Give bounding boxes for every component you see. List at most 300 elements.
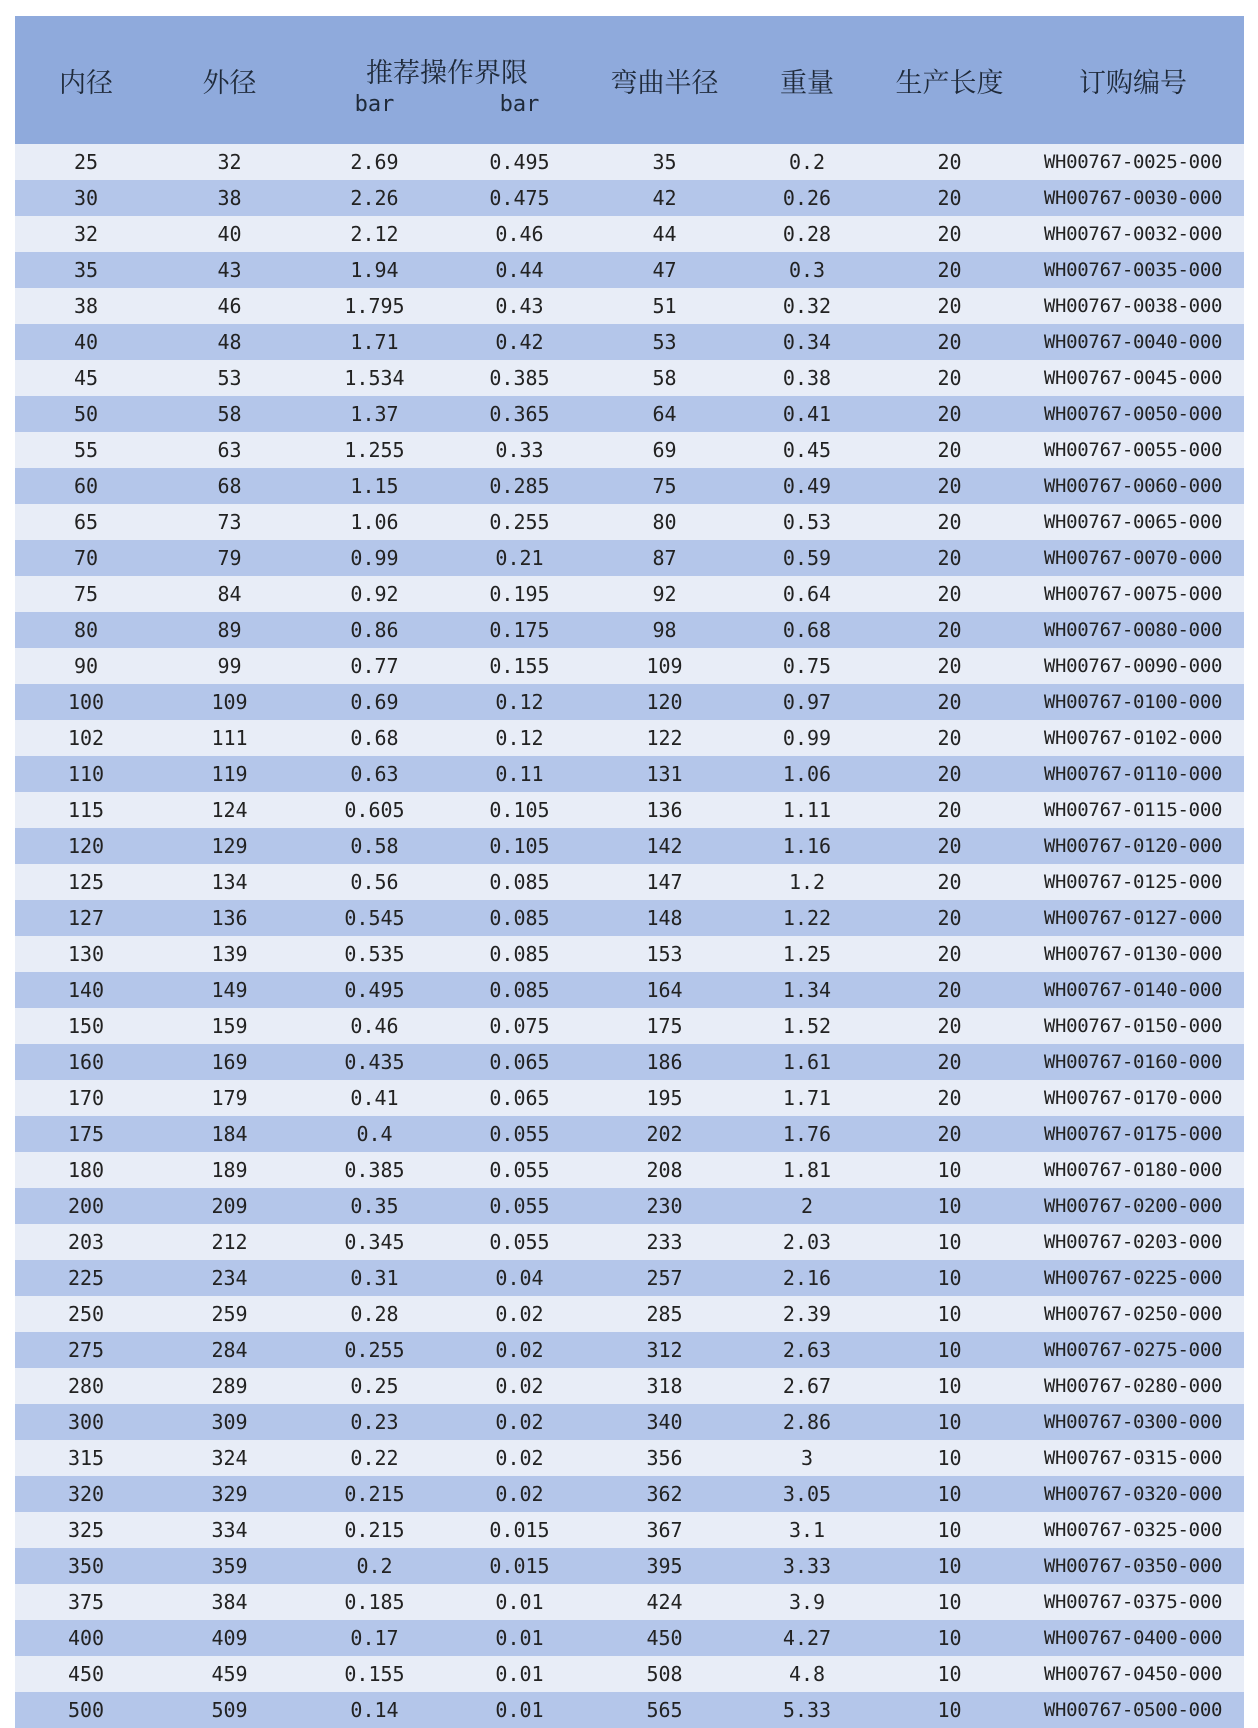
outer-diameter-cell: 184 bbox=[157, 1116, 302, 1152]
table-row bbox=[15, 1080, 1244, 1116]
limit-2-cell: 0.085 bbox=[447, 972, 592, 1008]
order-number-cell: WH00767-0180-000 bbox=[1022, 1152, 1244, 1188]
bend-radius-cell: 142 bbox=[592, 828, 737, 864]
production-length-cell: 20 bbox=[877, 972, 1022, 1008]
limit-1-cell: 0.28 bbox=[302, 1296, 447, 1332]
table-row bbox=[15, 720, 1244, 756]
weight-cell: 0.97 bbox=[737, 684, 877, 720]
limit-2-cell: 0.105 bbox=[447, 828, 592, 864]
outer-diameter-cell: 209 bbox=[157, 1188, 302, 1224]
weight-cell: 3 bbox=[737, 1440, 877, 1476]
limit-1-cell: 0.46 bbox=[302, 1008, 447, 1044]
order-number-cell: WH00767-0055-000 bbox=[1022, 432, 1244, 468]
inner-diameter-cell: 120 bbox=[15, 828, 157, 864]
limit-1-cell: 0.385 bbox=[302, 1152, 447, 1188]
order-number-cell: WH00767-0300-000 bbox=[1022, 1404, 1244, 1440]
outer-diameter-cell: 99 bbox=[157, 648, 302, 684]
inner-diameter-cell: 140 bbox=[15, 972, 157, 1008]
order-number-cell: WH00767-0225-000 bbox=[1022, 1260, 1244, 1296]
inner-diameter-cell: 100 bbox=[15, 684, 157, 720]
outer-diameter-cell: 212 bbox=[157, 1224, 302, 1260]
order-number-cell: WH00767-0175-000 bbox=[1022, 1116, 1244, 1152]
production-length-cell: 10 bbox=[877, 1188, 1022, 1224]
bend-radius-cell: 233 bbox=[592, 1224, 737, 1260]
table-row bbox=[15, 1548, 1244, 1584]
outer-diameter-cell: 179 bbox=[157, 1080, 302, 1116]
bend-radius-cell: 175 bbox=[592, 1008, 737, 1044]
weight-cell: 1.61 bbox=[737, 1044, 877, 1080]
table-row bbox=[15, 504, 1244, 540]
table-body bbox=[15, 144, 1244, 1728]
table-row bbox=[15, 1512, 1244, 1548]
order-number-cell: WH00767-0250-000 bbox=[1022, 1296, 1244, 1332]
table-row bbox=[15, 144, 1244, 180]
production-length-cell: 20 bbox=[877, 468, 1022, 504]
production-length-cell: 20 bbox=[877, 612, 1022, 648]
limit-2-cell: 0.055 bbox=[447, 1116, 592, 1152]
bend-radius-cell: 98 bbox=[592, 612, 737, 648]
order-number-cell: WH00767-0100-000 bbox=[1022, 684, 1244, 720]
bend-radius-cell: 186 bbox=[592, 1044, 737, 1080]
limit-1-cell: 0.185 bbox=[302, 1584, 447, 1620]
limit-1-cell: 0.255 bbox=[302, 1332, 447, 1368]
outer-diameter-cell: 169 bbox=[157, 1044, 302, 1080]
production-length-cell: 20 bbox=[877, 540, 1022, 576]
weight-cell: 0.53 bbox=[737, 504, 877, 540]
table-row bbox=[15, 1584, 1244, 1620]
outer-diameter-cell: 284 bbox=[157, 1332, 302, 1368]
limit-2-cell: 0.04 bbox=[447, 1260, 592, 1296]
bend-radius-cell: 75 bbox=[592, 468, 737, 504]
outer-diameter-cell: 84 bbox=[157, 576, 302, 612]
order-number-cell: WH00767-0125-000 bbox=[1022, 864, 1244, 900]
table-row bbox=[15, 468, 1244, 504]
order-number-cell: WH00767-0127-000 bbox=[1022, 900, 1244, 936]
bend-radius-cell: 87 bbox=[592, 540, 737, 576]
limit-1-cell: 0.22 bbox=[302, 1440, 447, 1476]
table-row bbox=[15, 540, 1244, 576]
inner-diameter-cell: 350 bbox=[15, 1548, 157, 1584]
production-length-cell: 20 bbox=[877, 936, 1022, 972]
header-bend-radius: 弯曲半径 bbox=[592, 16, 737, 144]
bend-radius-cell: 257 bbox=[592, 1260, 737, 1296]
inner-diameter-cell: 45 bbox=[15, 360, 157, 396]
limit-2-cell: 0.495 bbox=[447, 144, 592, 180]
limit-1-cell: 2.69 bbox=[302, 144, 447, 180]
limit-1-cell: 0.56 bbox=[302, 864, 447, 900]
weight-cell: 1.11 bbox=[737, 792, 877, 828]
limit-1-cell: 1.71 bbox=[302, 324, 447, 360]
order-number-cell: WH00767-0045-000 bbox=[1022, 360, 1244, 396]
bend-radius-cell: 53 bbox=[592, 324, 737, 360]
limit-2-cell: 0.015 bbox=[447, 1512, 592, 1548]
production-length-cell: 20 bbox=[877, 1116, 1022, 1152]
production-length-cell: 10 bbox=[877, 1548, 1022, 1584]
weight-cell: 2.16 bbox=[737, 1260, 877, 1296]
weight-cell: 0.99 bbox=[737, 720, 877, 756]
table-row bbox=[15, 612, 1244, 648]
limit-2-cell: 0.01 bbox=[447, 1620, 592, 1656]
production-length-cell: 20 bbox=[877, 720, 1022, 756]
limit-1-cell: 0.77 bbox=[302, 648, 447, 684]
inner-diameter-cell: 150 bbox=[15, 1008, 157, 1044]
bend-radius-cell: 44 bbox=[592, 216, 737, 252]
bend-radius-cell: 195 bbox=[592, 1080, 737, 1116]
limit-2-cell: 0.02 bbox=[447, 1368, 592, 1404]
limit-1-cell: 1.37 bbox=[302, 396, 447, 432]
production-length-cell: 10 bbox=[877, 1296, 1022, 1332]
inner-diameter-cell: 320 bbox=[15, 1476, 157, 1512]
order-number-cell: WH00767-0400-000 bbox=[1022, 1620, 1244, 1656]
inner-diameter-cell: 55 bbox=[15, 432, 157, 468]
limit-1-cell: 1.534 bbox=[302, 360, 447, 396]
inner-diameter-cell: 90 bbox=[15, 648, 157, 684]
outer-diameter-cell: 159 bbox=[157, 1008, 302, 1044]
table-row bbox=[15, 1656, 1244, 1692]
weight-cell: 0.28 bbox=[737, 216, 877, 252]
limit-2-cell: 0.255 bbox=[447, 504, 592, 540]
weight-cell: 1.16 bbox=[737, 828, 877, 864]
order-number-cell: WH00767-0140-000 bbox=[1022, 972, 1244, 1008]
limit-2-cell: 0.385 bbox=[447, 360, 592, 396]
table-row bbox=[15, 1008, 1244, 1044]
weight-cell: 0.64 bbox=[737, 576, 877, 612]
outer-diameter-cell: 68 bbox=[157, 468, 302, 504]
bend-radius-cell: 120 bbox=[592, 684, 737, 720]
inner-diameter-cell: 110 bbox=[15, 756, 157, 792]
weight-cell: 3.05 bbox=[737, 1476, 877, 1512]
bend-radius-cell: 131 bbox=[592, 756, 737, 792]
limit-2-cell: 0.155 bbox=[447, 648, 592, 684]
outer-diameter-cell: 139 bbox=[157, 936, 302, 972]
table-row bbox=[15, 684, 1244, 720]
outer-diameter-cell: 149 bbox=[157, 972, 302, 1008]
weight-cell: 2.67 bbox=[737, 1368, 877, 1404]
limit-1-cell: 0.58 bbox=[302, 828, 447, 864]
weight-cell: 1.22 bbox=[737, 900, 877, 936]
outer-diameter-cell: 234 bbox=[157, 1260, 302, 1296]
order-number-cell: WH00767-0325-000 bbox=[1022, 1512, 1244, 1548]
limit-2-cell: 0.01 bbox=[447, 1692, 592, 1728]
limit-1-cell: 0.31 bbox=[302, 1260, 447, 1296]
weight-cell: 0.3 bbox=[737, 252, 877, 288]
order-number-cell: WH00767-0275-000 bbox=[1022, 1332, 1244, 1368]
table-row bbox=[15, 432, 1244, 468]
header-outer-diameter: 外径 bbox=[157, 16, 302, 144]
outer-diameter-cell: 329 bbox=[157, 1476, 302, 1512]
inner-diameter-cell: 325 bbox=[15, 1512, 157, 1548]
weight-cell: 1.34 bbox=[737, 972, 877, 1008]
weight-cell: 0.2 bbox=[737, 144, 877, 180]
limit-1-cell: 0.92 bbox=[302, 576, 447, 612]
outer-diameter-cell: 129 bbox=[157, 828, 302, 864]
spec-table bbox=[15, 16, 1244, 1728]
inner-diameter-cell: 102 bbox=[15, 720, 157, 756]
order-number-cell: WH00767-0070-000 bbox=[1022, 540, 1244, 576]
table-row bbox=[15, 396, 1244, 432]
weight-cell: 1.25 bbox=[737, 936, 877, 972]
table-row bbox=[15, 1116, 1244, 1152]
production-length-cell: 20 bbox=[877, 684, 1022, 720]
bend-radius-cell: 318 bbox=[592, 1368, 737, 1404]
limit-2-cell: 0.055 bbox=[447, 1188, 592, 1224]
bend-radius-cell: 424 bbox=[592, 1584, 737, 1620]
limit-2-cell: 0.365 bbox=[447, 396, 592, 432]
bend-radius-cell: 42 bbox=[592, 180, 737, 216]
inner-diameter-cell: 35 bbox=[15, 252, 157, 288]
table-row bbox=[15, 324, 1244, 360]
production-length-cell: 20 bbox=[877, 900, 1022, 936]
inner-diameter-cell: 50 bbox=[15, 396, 157, 432]
limit-2-cell: 0.055 bbox=[447, 1152, 592, 1188]
table-row bbox=[15, 1368, 1244, 1404]
production-length-cell: 10 bbox=[877, 1152, 1022, 1188]
limit-2-cell: 0.01 bbox=[447, 1656, 592, 1692]
order-number-cell: WH00767-0200-000 bbox=[1022, 1188, 1244, 1224]
limit-1-cell: 0.345 bbox=[302, 1224, 447, 1260]
order-number-cell: WH00767-0500-000 bbox=[1022, 1692, 1244, 1728]
order-number-cell: WH00767-0130-000 bbox=[1022, 936, 1244, 972]
limit-2-cell: 0.195 bbox=[447, 576, 592, 612]
bend-radius-cell: 58 bbox=[592, 360, 737, 396]
weight-cell: 1.76 bbox=[737, 1116, 877, 1152]
inner-diameter-cell: 450 bbox=[15, 1656, 157, 1692]
limit-2-cell: 0.285 bbox=[447, 468, 592, 504]
production-length-cell: 20 bbox=[877, 288, 1022, 324]
outer-diameter-cell: 58 bbox=[157, 396, 302, 432]
inner-diameter-cell: 175 bbox=[15, 1116, 157, 1152]
weight-cell: 0.32 bbox=[737, 288, 877, 324]
inner-diameter-cell: 225 bbox=[15, 1260, 157, 1296]
table-row bbox=[15, 648, 1244, 684]
outer-diameter-cell: 189 bbox=[157, 1152, 302, 1188]
table-row bbox=[15, 900, 1244, 936]
weight-cell: 0.49 bbox=[737, 468, 877, 504]
outer-diameter-cell: 334 bbox=[157, 1512, 302, 1548]
weight-cell: 3.9 bbox=[737, 1584, 877, 1620]
order-number-cell: WH00767-0110-000 bbox=[1022, 756, 1244, 792]
outer-diameter-cell: 79 bbox=[157, 540, 302, 576]
limit-1-cell: 1.06 bbox=[302, 504, 447, 540]
limit-1-cell: 0.14 bbox=[302, 1692, 447, 1728]
weight-cell: 0.75 bbox=[737, 648, 877, 684]
outer-diameter-cell: 289 bbox=[157, 1368, 302, 1404]
outer-diameter-cell: 384 bbox=[157, 1584, 302, 1620]
inner-diameter-cell: 60 bbox=[15, 468, 157, 504]
spec-table-container bbox=[15, 16, 1244, 1728]
inner-diameter-cell: 130 bbox=[15, 936, 157, 972]
limit-2-cell: 0.11 bbox=[447, 756, 592, 792]
limit-1-cell: 0.86 bbox=[302, 612, 447, 648]
weight-cell: 0.45 bbox=[737, 432, 877, 468]
order-number-cell: WH00767-0065-000 bbox=[1022, 504, 1244, 540]
production-length-cell: 10 bbox=[877, 1656, 1022, 1692]
table-row bbox=[15, 1404, 1244, 1440]
production-length-cell: 10 bbox=[877, 1512, 1022, 1548]
order-number-cell: WH00767-0102-000 bbox=[1022, 720, 1244, 756]
limit-1-cell: 0.25 bbox=[302, 1368, 447, 1404]
table-row bbox=[15, 288, 1244, 324]
order-number-cell: WH00767-0075-000 bbox=[1022, 576, 1244, 612]
limit-2-cell: 0.015 bbox=[447, 1548, 592, 1584]
table-row bbox=[15, 360, 1244, 396]
outer-diameter-cell: 359 bbox=[157, 1548, 302, 1584]
inner-diameter-cell: 160 bbox=[15, 1044, 157, 1080]
limit-1-cell: 1.94 bbox=[302, 252, 447, 288]
limit-1-cell: 0.35 bbox=[302, 1188, 447, 1224]
production-length-cell: 20 bbox=[877, 144, 1022, 180]
limit-1-cell: 0.17 bbox=[302, 1620, 447, 1656]
header-operating-limit: 推荐操作界限 bbox=[302, 16, 592, 92]
inner-diameter-cell: 32 bbox=[15, 216, 157, 252]
limit-1-cell: 0.545 bbox=[302, 900, 447, 936]
weight-cell: 2.03 bbox=[737, 1224, 877, 1260]
limit-1-cell: 0.23 bbox=[302, 1404, 447, 1440]
production-length-cell: 20 bbox=[877, 432, 1022, 468]
limit-2-cell: 0.33 bbox=[447, 432, 592, 468]
bend-radius-cell: 164 bbox=[592, 972, 737, 1008]
order-number-cell: WH00767-0375-000 bbox=[1022, 1584, 1244, 1620]
order-number-cell: WH00767-0315-000 bbox=[1022, 1440, 1244, 1476]
outer-diameter-cell: 259 bbox=[157, 1296, 302, 1332]
limit-2-cell: 0.01 bbox=[447, 1584, 592, 1620]
bend-radius-cell: 109 bbox=[592, 648, 737, 684]
bend-radius-cell: 148 bbox=[592, 900, 737, 936]
bend-radius-cell: 230 bbox=[592, 1188, 737, 1224]
inner-diameter-cell: 200 bbox=[15, 1188, 157, 1224]
weight-cell: 3.1 bbox=[737, 1512, 877, 1548]
production-length-cell: 20 bbox=[877, 216, 1022, 252]
bend-radius-cell: 51 bbox=[592, 288, 737, 324]
inner-diameter-cell: 180 bbox=[15, 1152, 157, 1188]
weight-cell: 0.41 bbox=[737, 396, 877, 432]
table-row bbox=[15, 1296, 1244, 1332]
bend-radius-cell: 565 bbox=[592, 1692, 737, 1728]
inner-diameter-cell: 40 bbox=[15, 324, 157, 360]
bend-radius-cell: 69 bbox=[592, 432, 737, 468]
weight-cell: 2.63 bbox=[737, 1332, 877, 1368]
inner-diameter-cell: 500 bbox=[15, 1692, 157, 1728]
outer-diameter-cell: 324 bbox=[157, 1440, 302, 1476]
outer-diameter-cell: 459 bbox=[157, 1656, 302, 1692]
table-row bbox=[15, 180, 1244, 216]
production-length-cell: 10 bbox=[877, 1404, 1022, 1440]
table-row bbox=[15, 756, 1244, 792]
outer-diameter-cell: 73 bbox=[157, 504, 302, 540]
production-length-cell: 10 bbox=[877, 1584, 1022, 1620]
limit-2-cell: 0.065 bbox=[447, 1044, 592, 1080]
order-number-cell: WH00767-0040-000 bbox=[1022, 324, 1244, 360]
table-row bbox=[15, 972, 1244, 1008]
limit-2-cell: 0.085 bbox=[447, 936, 592, 972]
table-row bbox=[15, 216, 1244, 252]
production-length-cell: 20 bbox=[877, 864, 1022, 900]
limit-1-cell: 0.155 bbox=[302, 1656, 447, 1692]
limit-1-cell: 0.215 bbox=[302, 1512, 447, 1548]
outer-diameter-cell: 111 bbox=[157, 720, 302, 756]
outer-diameter-cell: 136 bbox=[157, 900, 302, 936]
outer-diameter-cell: 509 bbox=[157, 1692, 302, 1728]
weight-cell: 4.27 bbox=[737, 1620, 877, 1656]
limit-2-cell: 0.02 bbox=[447, 1296, 592, 1332]
production-length-cell: 20 bbox=[877, 252, 1022, 288]
outer-diameter-cell: 89 bbox=[157, 612, 302, 648]
weight-cell: 2.86 bbox=[737, 1404, 877, 1440]
inner-diameter-cell: 400 bbox=[15, 1620, 157, 1656]
limit-2-cell: 0.085 bbox=[447, 864, 592, 900]
bend-radius-cell: 340 bbox=[592, 1404, 737, 1440]
inner-diameter-cell: 30 bbox=[15, 180, 157, 216]
limit-2-cell: 0.42 bbox=[447, 324, 592, 360]
outer-diameter-cell: 134 bbox=[157, 864, 302, 900]
weight-cell: 1.06 bbox=[737, 756, 877, 792]
weight-cell: 1.71 bbox=[737, 1080, 877, 1116]
production-length-cell: 10 bbox=[877, 1620, 1022, 1656]
production-length-cell: 20 bbox=[877, 828, 1022, 864]
limit-1-cell: 0.2 bbox=[302, 1548, 447, 1584]
production-length-cell: 20 bbox=[877, 504, 1022, 540]
order-number-cell: WH00767-0450-000 bbox=[1022, 1656, 1244, 1692]
order-number-cell: WH00767-0160-000 bbox=[1022, 1044, 1244, 1080]
inner-diameter-cell: 170 bbox=[15, 1080, 157, 1116]
inner-diameter-cell: 125 bbox=[15, 864, 157, 900]
production-length-cell: 10 bbox=[877, 1332, 1022, 1368]
limit-1-cell: 1.255 bbox=[302, 432, 447, 468]
inner-diameter-cell: 70 bbox=[15, 540, 157, 576]
weight-cell: 1.81 bbox=[737, 1152, 877, 1188]
table-row bbox=[15, 1188, 1244, 1224]
limit-1-cell: 0.435 bbox=[302, 1044, 447, 1080]
table-row bbox=[15, 1440, 1244, 1476]
order-number-cell: WH00767-0280-000 bbox=[1022, 1368, 1244, 1404]
production-length-cell: 20 bbox=[877, 576, 1022, 612]
order-number-cell: WH00767-0060-000 bbox=[1022, 468, 1244, 504]
table-row bbox=[15, 1044, 1244, 1080]
header-weight: 重量 bbox=[737, 16, 877, 144]
bend-radius-cell: 47 bbox=[592, 252, 737, 288]
inner-diameter-cell: 275 bbox=[15, 1332, 157, 1368]
limit-1-cell: 0.41 bbox=[302, 1080, 447, 1116]
limit-2-cell: 0.105 bbox=[447, 792, 592, 828]
production-length-cell: 20 bbox=[877, 1008, 1022, 1044]
table-row bbox=[15, 828, 1244, 864]
order-number-cell: WH00767-0050-000 bbox=[1022, 396, 1244, 432]
outer-diameter-cell: 409 bbox=[157, 1620, 302, 1656]
order-number-cell: WH00767-0038-000 bbox=[1022, 288, 1244, 324]
production-length-cell: 20 bbox=[877, 1080, 1022, 1116]
limit-1-cell: 0.605 bbox=[302, 792, 447, 828]
order-number-cell: WH00767-0032-000 bbox=[1022, 216, 1244, 252]
weight-cell: 0.38 bbox=[737, 360, 877, 396]
bend-radius-cell: 136 bbox=[592, 792, 737, 828]
outer-diameter-cell: 48 bbox=[157, 324, 302, 360]
table-row bbox=[15, 1224, 1244, 1260]
table-row bbox=[15, 864, 1244, 900]
inner-diameter-cell: 115 bbox=[15, 792, 157, 828]
bend-radius-cell: 450 bbox=[592, 1620, 737, 1656]
outer-diameter-cell: 53 bbox=[157, 360, 302, 396]
inner-diameter-cell: 203 bbox=[15, 1224, 157, 1260]
limit-1-cell: 1.15 bbox=[302, 468, 447, 504]
bend-radius-cell: 92 bbox=[592, 576, 737, 612]
outer-diameter-cell: 119 bbox=[157, 756, 302, 792]
table-header bbox=[15, 16, 1244, 144]
inner-diameter-cell: 375 bbox=[15, 1584, 157, 1620]
order-number-cell: WH00767-0320-000 bbox=[1022, 1476, 1244, 1512]
inner-diameter-cell: 25 bbox=[15, 144, 157, 180]
production-length-cell: 10 bbox=[877, 1476, 1022, 1512]
table-row bbox=[15, 252, 1244, 288]
